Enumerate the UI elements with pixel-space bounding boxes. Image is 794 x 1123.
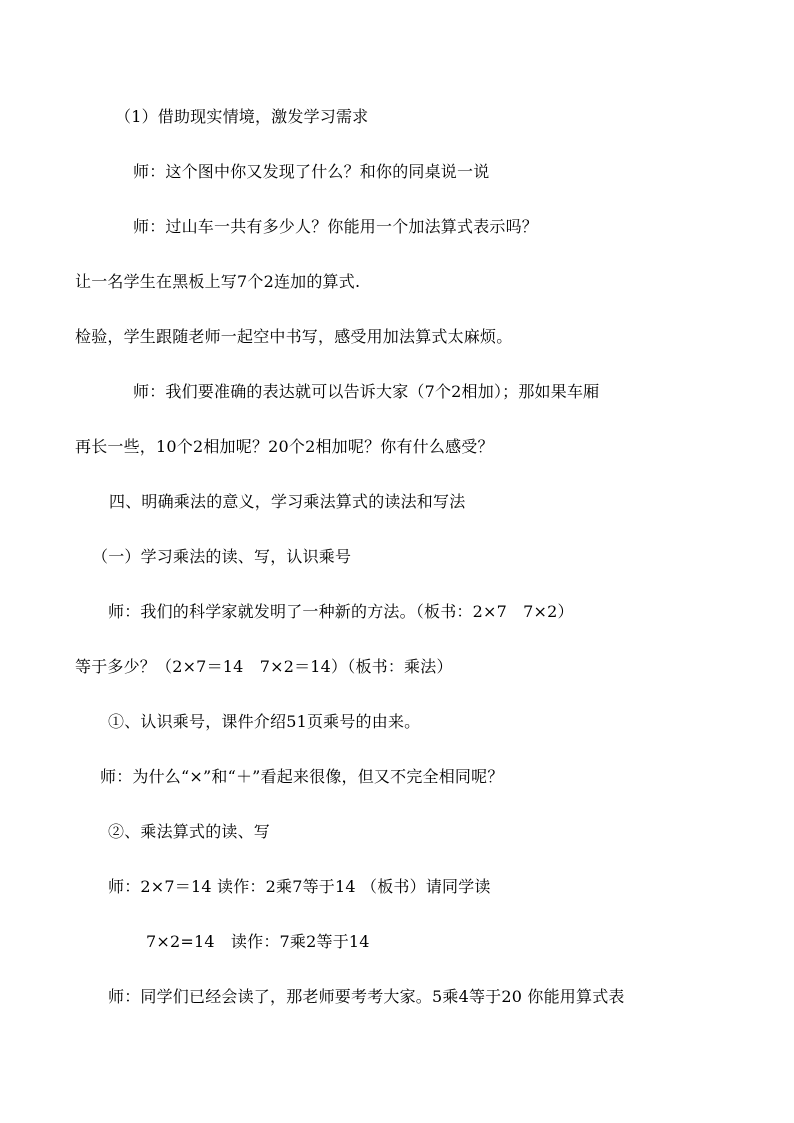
list-item: ①、认识乘号，课件介绍51页乘号的由来。 bbox=[108, 712, 421, 731]
paragraph-heading-1: （1）借助现实情境，激发学习需求 bbox=[115, 107, 369, 126]
subsection-heading: （一）学习乘法的读、写，认识乘号 bbox=[92, 547, 352, 566]
paragraph-line: 7×2=14 读作：7乘2等于14 bbox=[146, 932, 370, 951]
list-item: ②、乘法算式的读、写 bbox=[108, 822, 271, 841]
paragraph-line: 师：同学们已经会读了，那老师要考考大家。5乘4等于20 你能用算式表 bbox=[108, 987, 625, 1006]
paragraph-line: 等于多少？（2×7＝14 7×2＝14）（板书：乘法） bbox=[75, 657, 453, 676]
paragraph-line: 让一名学生在黑板上写7个2连加的算式. bbox=[75, 272, 361, 291]
paragraph-line: 师：为什么“×”和“＋”看起来很像，但又不完全相同呢？ bbox=[100, 767, 504, 786]
paragraph-line: 检验，学生跟随老师一起空中书写，感受用加法算式太麻烦。 bbox=[75, 327, 513, 346]
paragraph-line: 师：过山车一共有多少人？你能用一个加法算式表示吗？ bbox=[133, 217, 539, 236]
section-heading: 四、明确乘法的意义，学习乘法算式的读法和写法 bbox=[109, 492, 466, 511]
paragraph-line: 师：2×7＝14 读作：2乘7等于14 （板书）请同学读 bbox=[108, 877, 491, 896]
paragraph-line: 师：我们的科学家就发明了一种新的方法。（板书：2×7 7×2） bbox=[108, 602, 574, 621]
paragraph-line: 再长一些，10个2相加呢？20个2相加呢？你有什么感受？ bbox=[75, 437, 494, 456]
paragraph-line: 师：我们要准确的表达就可以告诉大家（7个2相加）；那如果车厢 bbox=[133, 382, 600, 401]
paragraph-line: 师：这个图中你又发现了什么？和你的同桌说一说 bbox=[133, 162, 490, 181]
